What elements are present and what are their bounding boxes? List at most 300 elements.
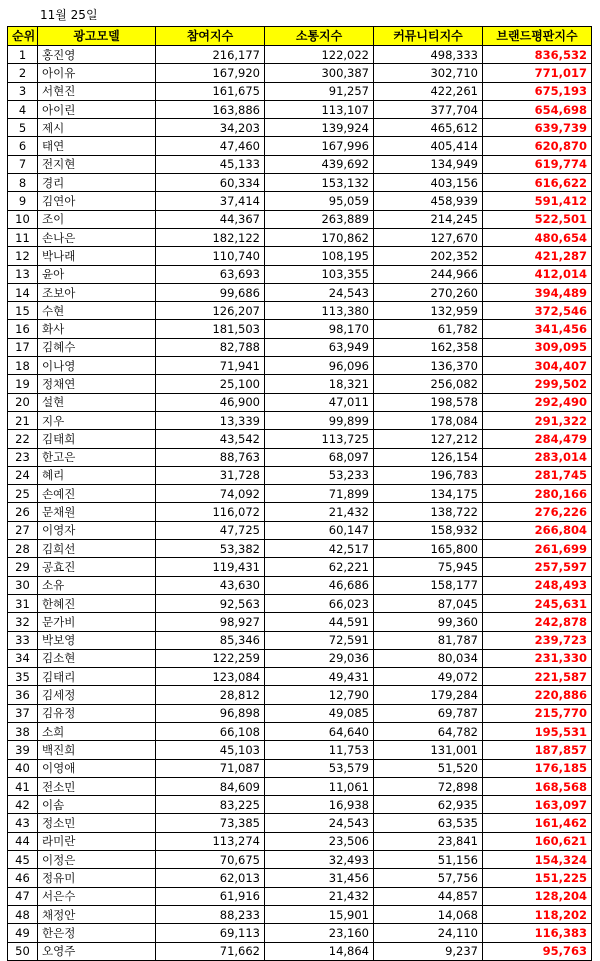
participation-cell: 182,122 — [156, 228, 265, 246]
communication-cell: 16,938 — [265, 796, 374, 814]
communication-cell: 44,591 — [265, 613, 374, 631]
brand-index-cell: 619,774 — [483, 155, 592, 173]
table-row — [8, 704, 592, 722]
model-name-cell: 수현 — [38, 302, 156, 320]
participation-cell: 46,900 — [156, 393, 265, 411]
participation-cell: 163,886 — [156, 100, 265, 118]
participation-cell: 31,728 — [156, 466, 265, 484]
community-cell: 14,068 — [374, 905, 483, 923]
participation-cell: 181,503 — [156, 320, 265, 338]
community-cell: 80,034 — [374, 649, 483, 667]
rank-cell: 48 — [8, 905, 38, 923]
table-row — [8, 905, 592, 923]
participation-cell: 126,207 — [156, 302, 265, 320]
model-name-cell: 전소민 — [38, 777, 156, 795]
community-cell: 178,084 — [374, 411, 483, 429]
brand-index-cell: 116,383 — [483, 924, 592, 942]
communication-cell: 300,387 — [265, 64, 374, 82]
brand-index-cell: 394,489 — [483, 283, 592, 301]
table-row — [8, 796, 592, 814]
brand-index-cell: 160,621 — [483, 832, 592, 850]
table-row — [8, 228, 592, 246]
brand-index-cell: 675,193 — [483, 82, 592, 100]
table-row — [8, 247, 592, 265]
communication-cell: 23,160 — [265, 924, 374, 942]
participation-cell: 119,431 — [156, 558, 265, 576]
communication-cell: 122,022 — [265, 46, 374, 64]
community-cell: 63,535 — [374, 814, 483, 832]
community-cell: 498,333 — [374, 46, 483, 64]
participation-cell: 92,563 — [156, 594, 265, 612]
communication-cell: 53,233 — [265, 466, 374, 484]
rank-cell: 35 — [8, 668, 38, 686]
participation-cell: 69,113 — [156, 924, 265, 942]
table-row — [8, 832, 592, 850]
rank-cell: 43 — [8, 814, 38, 832]
table-row — [8, 283, 592, 301]
community-cell: 57,756 — [374, 869, 483, 887]
rank-cell: 39 — [8, 741, 38, 759]
table-row — [8, 558, 592, 576]
brand-index-cell: 128,204 — [483, 887, 592, 905]
model-name-cell: 서은수 — [38, 887, 156, 905]
model-name-cell: 정유미 — [38, 869, 156, 887]
brand-index-cell: 154,324 — [483, 851, 592, 869]
model-name-cell: 소유 — [38, 576, 156, 594]
table-row — [8, 503, 592, 521]
brand-index-cell: 168,568 — [483, 777, 592, 795]
brand-index-cell: 620,870 — [483, 137, 592, 155]
brand-index-cell: 239,723 — [483, 631, 592, 649]
rank-cell: 6 — [8, 137, 38, 155]
brand-index-cell: 231,330 — [483, 649, 592, 667]
table-row — [8, 174, 592, 192]
model-name-cell: 이영애 — [38, 759, 156, 777]
rank-cell: 40 — [8, 759, 38, 777]
brand-index-cell: 276,226 — [483, 503, 592, 521]
rank-cell: 12 — [8, 247, 38, 265]
participation-cell: 66,108 — [156, 722, 265, 740]
rank-cell: 22 — [8, 430, 38, 448]
model-name-cell: 홍진영 — [38, 46, 156, 64]
rank-cell: 13 — [8, 265, 38, 283]
model-name-cell: 김희선 — [38, 540, 156, 558]
communication-cell: 71,899 — [265, 485, 374, 503]
model-name-cell: 오영주 — [38, 942, 156, 960]
community-cell: 127,670 — [374, 228, 483, 246]
communication-cell: 103,355 — [265, 265, 374, 283]
communication-cell: 12,790 — [265, 686, 374, 704]
participation-cell: 73,385 — [156, 814, 265, 832]
brand-index-cell: 299,502 — [483, 375, 592, 393]
table-row — [8, 521, 592, 539]
community-cell: 162,358 — [374, 338, 483, 356]
model-name-cell: 김혜수 — [38, 338, 156, 356]
participation-cell: 83,225 — [156, 796, 265, 814]
model-name-cell: 한은정 — [38, 924, 156, 942]
rank-cell: 10 — [8, 210, 38, 228]
participation-cell: 43,630 — [156, 576, 265, 594]
participation-cell: 62,013 — [156, 869, 265, 887]
community-cell: 99,360 — [374, 613, 483, 631]
participation-cell: 88,233 — [156, 905, 265, 923]
community-cell: 51,156 — [374, 851, 483, 869]
model-name-cell: 문가비 — [38, 613, 156, 631]
rank-cell: 2 — [8, 64, 38, 82]
model-name-cell: 태연 — [38, 137, 156, 155]
community-cell: 244,966 — [374, 265, 483, 283]
community-cell: 81,787 — [374, 631, 483, 649]
communication-cell: 99,899 — [265, 411, 374, 429]
model-name-cell: 윤아 — [38, 265, 156, 283]
communication-cell: 62,221 — [265, 558, 374, 576]
brand-index-cell: 151,225 — [483, 869, 592, 887]
community-cell: 158,177 — [374, 576, 483, 594]
table-row — [8, 576, 592, 594]
table-row — [8, 64, 592, 82]
rank-cell: 49 — [8, 924, 38, 942]
rank-cell: 20 — [8, 393, 38, 411]
table-row — [8, 851, 592, 869]
brand-index-cell: 616,622 — [483, 174, 592, 192]
table-row — [8, 100, 592, 118]
brand-index-cell: 421,287 — [483, 247, 592, 265]
communication-cell: 98,170 — [265, 320, 374, 338]
brand-index-cell: 283,014 — [483, 448, 592, 466]
table-row — [8, 82, 592, 100]
rank-cell: 9 — [8, 192, 38, 210]
model-name-cell: 채정안 — [38, 905, 156, 923]
community-cell: 61,782 — [374, 320, 483, 338]
rank-cell: 5 — [8, 119, 38, 137]
communication-cell: 139,924 — [265, 119, 374, 137]
model-name-cell: 제시 — [38, 119, 156, 137]
rank-cell: 4 — [8, 100, 38, 118]
participation-cell: 84,609 — [156, 777, 265, 795]
community-cell: 62,935 — [374, 796, 483, 814]
rank-cell: 34 — [8, 649, 38, 667]
community-cell: 69,787 — [374, 704, 483, 722]
participation-cell: 61,916 — [156, 887, 265, 905]
community-cell: 377,704 — [374, 100, 483, 118]
community-cell: 165,800 — [374, 540, 483, 558]
table-row — [8, 722, 592, 740]
brand-index-cell: 215,770 — [483, 704, 592, 722]
table-row — [8, 265, 592, 283]
participation-cell: 96,898 — [156, 704, 265, 722]
brand-index-cell: 176,185 — [483, 759, 592, 777]
communication-cell: 167,996 — [265, 137, 374, 155]
community-cell: 131,001 — [374, 741, 483, 759]
rank-cell: 1 — [8, 46, 38, 64]
brand-index-cell: 341,456 — [483, 320, 592, 338]
table-row — [8, 448, 592, 466]
community-cell: 23,841 — [374, 832, 483, 850]
table-row — [8, 924, 592, 942]
model-name-cell: 이영자 — [38, 521, 156, 539]
model-name-cell: 이솜 — [38, 796, 156, 814]
community-cell: 75,945 — [374, 558, 483, 576]
model-name-cell: 한혜진 — [38, 594, 156, 612]
model-name-cell: 김태리 — [38, 668, 156, 686]
community-cell: 214,245 — [374, 210, 483, 228]
rank-cell: 47 — [8, 887, 38, 905]
rank-cell: 21 — [8, 411, 38, 429]
rank-cell: 29 — [8, 558, 38, 576]
brand-index-cell: 304,407 — [483, 357, 592, 375]
rank-cell: 33 — [8, 631, 38, 649]
model-name-cell: 이나영 — [38, 357, 156, 375]
communication-cell: 96,096 — [265, 357, 374, 375]
participation-cell: 44,367 — [156, 210, 265, 228]
rank-cell: 11 — [8, 228, 38, 246]
community-cell: 49,072 — [374, 668, 483, 686]
community-cell: 458,939 — [374, 192, 483, 210]
brand-index-cell: 187,857 — [483, 741, 592, 759]
participation-cell: 47,725 — [156, 521, 265, 539]
table-row — [8, 814, 592, 832]
rank-cell: 41 — [8, 777, 38, 795]
community-cell: 403,156 — [374, 174, 483, 192]
table-row — [8, 338, 592, 356]
brand-index-cell: 161,462 — [483, 814, 592, 832]
participation-cell: 53,382 — [156, 540, 265, 558]
table-row — [8, 741, 592, 759]
participation-cell: 99,686 — [156, 283, 265, 301]
model-name-cell: 혜리 — [38, 466, 156, 484]
participation-cell: 216,177 — [156, 46, 265, 64]
communication-cell: 108,195 — [265, 247, 374, 265]
community-cell: 51,520 — [374, 759, 483, 777]
table-row — [8, 411, 592, 429]
brand-index-cell: 522,501 — [483, 210, 592, 228]
model-name-cell: 문채원 — [38, 503, 156, 521]
model-name-cell: 김연아 — [38, 192, 156, 210]
community-cell: 196,783 — [374, 466, 483, 484]
community-cell: 179,284 — [374, 686, 483, 704]
table-row — [8, 887, 592, 905]
community-cell: 64,782 — [374, 722, 483, 740]
rank-cell: 25 — [8, 485, 38, 503]
brand-index-cell: 95,763 — [483, 942, 592, 960]
table-row — [8, 777, 592, 795]
community-cell: 136,370 — [374, 357, 483, 375]
communication-cell: 24,543 — [265, 283, 374, 301]
model-name-cell: 아이유 — [38, 64, 156, 82]
participation-cell: 123,084 — [156, 668, 265, 686]
communication-cell: 21,432 — [265, 887, 374, 905]
rank-cell: 38 — [8, 722, 38, 740]
participation-cell: 70,675 — [156, 851, 265, 869]
header-rank: 순위 — [8, 27, 38, 46]
table-row — [8, 137, 592, 155]
communication-cell: 47,011 — [265, 393, 374, 411]
model-name-cell: 서현진 — [38, 82, 156, 100]
brand-index-cell: 266,804 — [483, 521, 592, 539]
brand-index-cell: 245,631 — [483, 594, 592, 612]
header-row — [8, 27, 592, 46]
rank-cell: 7 — [8, 155, 38, 173]
participation-cell: 88,763 — [156, 448, 265, 466]
model-name-cell: 아이린 — [38, 100, 156, 118]
brand-index-cell: 118,202 — [483, 905, 592, 923]
communication-cell: 49,431 — [265, 668, 374, 686]
participation-cell: 45,103 — [156, 741, 265, 759]
participation-cell: 161,675 — [156, 82, 265, 100]
brand-index-cell: 257,597 — [483, 558, 592, 576]
table-row — [8, 320, 592, 338]
rank-cell: 32 — [8, 613, 38, 631]
communication-cell: 95,059 — [265, 192, 374, 210]
rank-cell: 23 — [8, 448, 38, 466]
communication-cell: 170,862 — [265, 228, 374, 246]
model-name-cell: 설현 — [38, 393, 156, 411]
rank-cell: 14 — [8, 283, 38, 301]
communication-cell: 11,753 — [265, 741, 374, 759]
table-row — [8, 210, 592, 228]
brand-index-cell: 221,587 — [483, 668, 592, 686]
community-cell: 138,722 — [374, 503, 483, 521]
table-row — [8, 631, 592, 649]
header-participation: 참여지수 — [156, 27, 265, 46]
brand-index-cell: 309,095 — [483, 338, 592, 356]
rank-cell: 19 — [8, 375, 38, 393]
date-label: 11월 25일 — [40, 8, 98, 22]
communication-cell: 31,456 — [265, 869, 374, 887]
rank-cell: 31 — [8, 594, 38, 612]
table-row — [8, 466, 592, 484]
communication-cell: 68,097 — [265, 448, 374, 466]
model-name-cell: 공효진 — [38, 558, 156, 576]
table-row — [8, 485, 592, 503]
model-name-cell: 김태희 — [38, 430, 156, 448]
participation-cell: 113,274 — [156, 832, 265, 850]
table-row — [8, 649, 592, 667]
community-cell: 302,710 — [374, 64, 483, 82]
brand-reputation-table — [7, 26, 592, 961]
brand-index-cell: 248,493 — [483, 576, 592, 594]
community-cell: 87,045 — [374, 594, 483, 612]
table-row — [8, 192, 592, 210]
brand-index-cell: 654,698 — [483, 100, 592, 118]
model-name-cell: 정채연 — [38, 375, 156, 393]
communication-cell: 63,949 — [265, 338, 374, 356]
rank-cell: 17 — [8, 338, 38, 356]
model-name-cell: 한고은 — [38, 448, 156, 466]
participation-cell: 71,941 — [156, 357, 265, 375]
table-row — [8, 540, 592, 558]
brand-index-cell: 292,490 — [483, 393, 592, 411]
table-row — [8, 46, 592, 64]
brand-index-cell: 291,322 — [483, 411, 592, 429]
community-cell: 134,175 — [374, 485, 483, 503]
table-row — [8, 668, 592, 686]
communication-cell: 11,061 — [265, 777, 374, 795]
participation-cell: 71,662 — [156, 942, 265, 960]
model-name-cell: 화사 — [38, 320, 156, 338]
participation-cell: 34,203 — [156, 119, 265, 137]
brand-index-cell: 242,878 — [483, 613, 592, 631]
participation-cell: 13,339 — [156, 411, 265, 429]
rank-cell: 28 — [8, 540, 38, 558]
rank-cell: 42 — [8, 796, 38, 814]
rank-cell: 44 — [8, 832, 38, 850]
model-name-cell: 조이 — [38, 210, 156, 228]
model-name-cell: 소희 — [38, 722, 156, 740]
community-cell: 132,959 — [374, 302, 483, 320]
participation-cell: 60,334 — [156, 174, 265, 192]
communication-cell: 24,543 — [265, 814, 374, 832]
communication-cell: 15,901 — [265, 905, 374, 923]
communication-cell: 113,107 — [265, 100, 374, 118]
participation-cell: 25,100 — [156, 375, 265, 393]
brand-index-cell: 195,531 — [483, 722, 592, 740]
brand-index-cell: 261,699 — [483, 540, 592, 558]
model-name-cell: 정소민 — [38, 814, 156, 832]
communication-cell: 21,432 — [265, 503, 374, 521]
communication-cell: 29,036 — [265, 649, 374, 667]
brand-index-cell: 280,166 — [483, 485, 592, 503]
header-communication: 소통지수 — [265, 27, 374, 46]
communication-cell: 263,889 — [265, 210, 374, 228]
brand-index-cell: 220,886 — [483, 686, 592, 704]
brand-index-cell: 281,745 — [483, 466, 592, 484]
participation-cell: 37,414 — [156, 192, 265, 210]
model-name-cell: 손예진 — [38, 485, 156, 503]
participation-cell: 71,087 — [156, 759, 265, 777]
model-name-cell: 박보영 — [38, 631, 156, 649]
participation-cell: 28,812 — [156, 686, 265, 704]
brand-index-cell: 480,654 — [483, 228, 592, 246]
brand-index-cell: 412,014 — [483, 265, 592, 283]
table-row — [8, 393, 592, 411]
table-row — [8, 119, 592, 137]
model-name-cell: 경리 — [38, 174, 156, 192]
community-cell: 134,949 — [374, 155, 483, 173]
model-name-cell: 김소현 — [38, 649, 156, 667]
model-name-cell: 김유정 — [38, 704, 156, 722]
participation-cell: 45,133 — [156, 155, 265, 173]
model-name-cell: 손나은 — [38, 228, 156, 246]
rank-cell: 36 — [8, 686, 38, 704]
community-cell: 422,261 — [374, 82, 483, 100]
rank-cell: 46 — [8, 869, 38, 887]
model-name-cell: 라미란 — [38, 832, 156, 850]
community-cell: 44,857 — [374, 887, 483, 905]
community-cell: 72,898 — [374, 777, 483, 795]
participation-cell: 74,092 — [156, 485, 265, 503]
rank-cell: 37 — [8, 704, 38, 722]
rank-cell: 45 — [8, 851, 38, 869]
communication-cell: 53,579 — [265, 759, 374, 777]
rank-cell: 50 — [8, 942, 38, 960]
communication-cell: 32,493 — [265, 851, 374, 869]
brand-index-cell: 163,097 — [483, 796, 592, 814]
community-cell: 465,612 — [374, 119, 483, 137]
model-name-cell: 박나래 — [38, 247, 156, 265]
table-row — [8, 302, 592, 320]
participation-cell: 43,542 — [156, 430, 265, 448]
community-cell: 256,082 — [374, 375, 483, 393]
brand-index-cell: 372,546 — [483, 302, 592, 320]
communication-cell: 23,506 — [265, 832, 374, 850]
communication-cell: 60,147 — [265, 521, 374, 539]
communication-cell: 42,517 — [265, 540, 374, 558]
rank-cell: 26 — [8, 503, 38, 521]
rank-cell: 3 — [8, 82, 38, 100]
participation-cell: 167,920 — [156, 64, 265, 82]
communication-cell: 66,023 — [265, 594, 374, 612]
